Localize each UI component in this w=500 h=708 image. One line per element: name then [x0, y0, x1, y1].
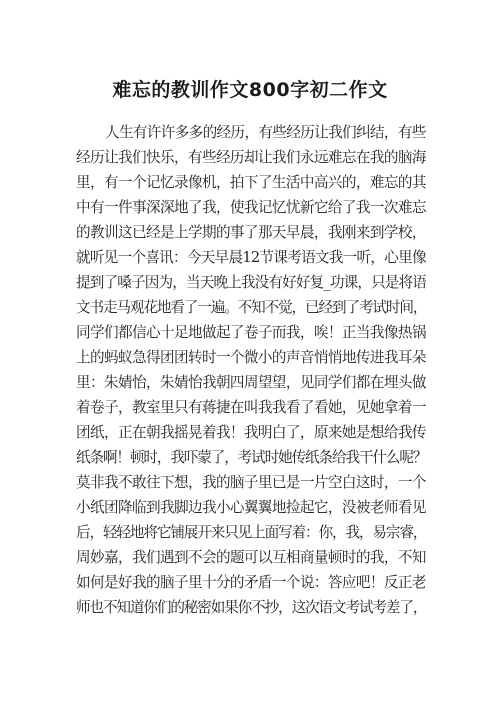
body-line: 后，轻轻地将它铺展开来只见上面写着：你，我，易宗睿， — [76, 524, 426, 541]
body-line: 文书走马观花地看了一遍。不知不觉，已经到了考试时间， — [76, 299, 426, 316]
body-line: 小纸团降临到我脚边我小心翼翼地捡起它，没被老师看见 — [76, 499, 426, 516]
body-line: 的教训这已经是上学期的事了那天早晨，我刚来到学校， — [76, 224, 426, 241]
body-line: 经历让我们快乐，有些经历却让我们永远难忘在我的脑海 — [76, 149, 426, 166]
body-line: 着卷子，教室里只有蒋捷在叫我我看了看她，见她拿着一 — [76, 399, 426, 416]
document-body — [76, 120, 426, 620]
body-line: 里：朱婧怡，朱婧怡我朝四周望望，见同学们都在埋头做 — [76, 374, 426, 391]
body-line: 提到了嗓子因为，当天晚上我没有好好复_功课，只是将语 — [76, 274, 426, 291]
body-line: 人生有许许多多的经历，有些经历让我们纠结，有些 — [105, 124, 426, 141]
body-line: 纸条啊！顿时，我吓蒙了，考试时她传纸条给我干什么呢？ — [76, 449, 426, 466]
body-line: 莫非我不敢往下想，我的脑子里已是一片空白这时，一个 — [76, 474, 426, 491]
body-line: 里，有一个记忆录像机，拍下了生活中高兴的，难忘的其 — [76, 174, 426, 191]
body-line: 中有一件事深深地了我，使我记忆忧新它给了我一次难忘 — [76, 199, 426, 216]
body-line: 同学们都信心十足地做起了卷子而我，唉！正当我像热锅 — [76, 324, 426, 341]
body-line: 上的蚂蚁急得团团转时一个微小的声音悄悄地传进我耳朵 — [76, 349, 426, 366]
body-line: 团纸，正在朝我摇晃着我！我明白了，原来她是想给我传 — [76, 424, 426, 441]
body-line: 周妙嘉，我们遇到不会的题可以互相商量顿时的我，不知 — [76, 549, 426, 566]
body-line: 师也不知道你们的秘密如果你不抄，这次语文考试考差了， — [76, 599, 426, 616]
body-line: 如何是好我的脑子里十分的矛盾一个说：答应吧！反正老 — [76, 574, 426, 591]
document-title: 难忘的教训作文800字初二作文 — [112, 79, 388, 101]
body-line: 就听见一个喜讯：今天早晨12节课考语文我一听，心里像 — [76, 249, 426, 266]
